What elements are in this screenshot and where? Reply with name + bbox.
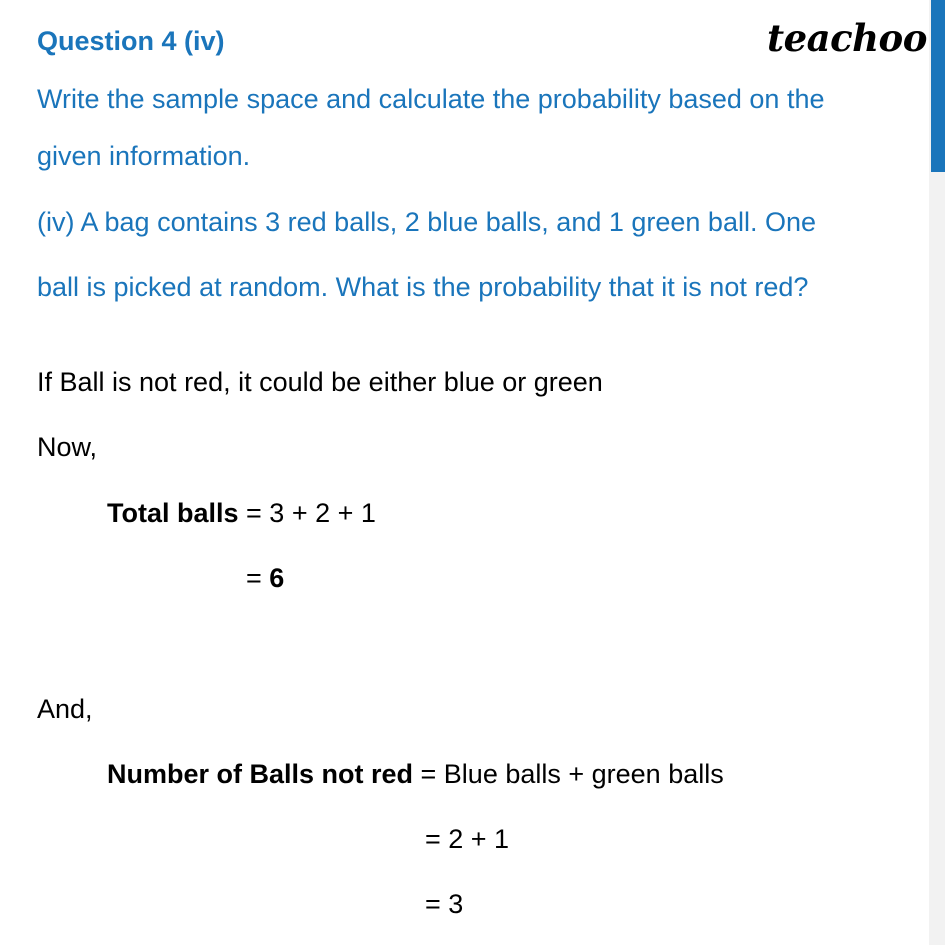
total-equals: = bbox=[246, 563, 270, 593]
solution-now: Now, bbox=[37, 432, 98, 462]
scrollbar-thumb[interactable] bbox=[931, 0, 945, 172]
not-red-label: Number of Balls not red bbox=[107, 759, 414, 789]
total-balls-result bbox=[246, 563, 284, 594]
teachoo-logo: teachoo bbox=[767, 16, 927, 60]
solution-intro: If Ball is not red, it could be either blue or green bbox=[37, 367, 603, 397]
question-line-3: (iv) A bag contains 3 red balls, 2 blue balls, and 1 green ball. One bbox=[37, 207, 816, 237]
question-title: Question 4 (iv) bbox=[37, 26, 225, 56]
total-balls-line bbox=[107, 498, 376, 529]
not-red-expression: = Blue balls + green balls bbox=[413, 759, 724, 789]
not-red-step-2: = 3 bbox=[425, 889, 464, 919]
question-line-4: ball is picked at random. What is the probability that it is not red? bbox=[37, 272, 809, 302]
question-line-2: given information. bbox=[37, 141, 251, 171]
solution-and: And, bbox=[37, 694, 93, 724]
total-balls-label: Total balls bbox=[107, 498, 239, 528]
question-line-1: Write the sample space and calculate the probability based on the bbox=[37, 84, 825, 114]
total-value: 6 bbox=[269, 563, 285, 593]
not-red-line bbox=[107, 759, 724, 790]
not-red-step-1: = 2 + 1 bbox=[425, 824, 510, 854]
total-balls-expression: = 3 + 2 + 1 bbox=[238, 498, 376, 528]
